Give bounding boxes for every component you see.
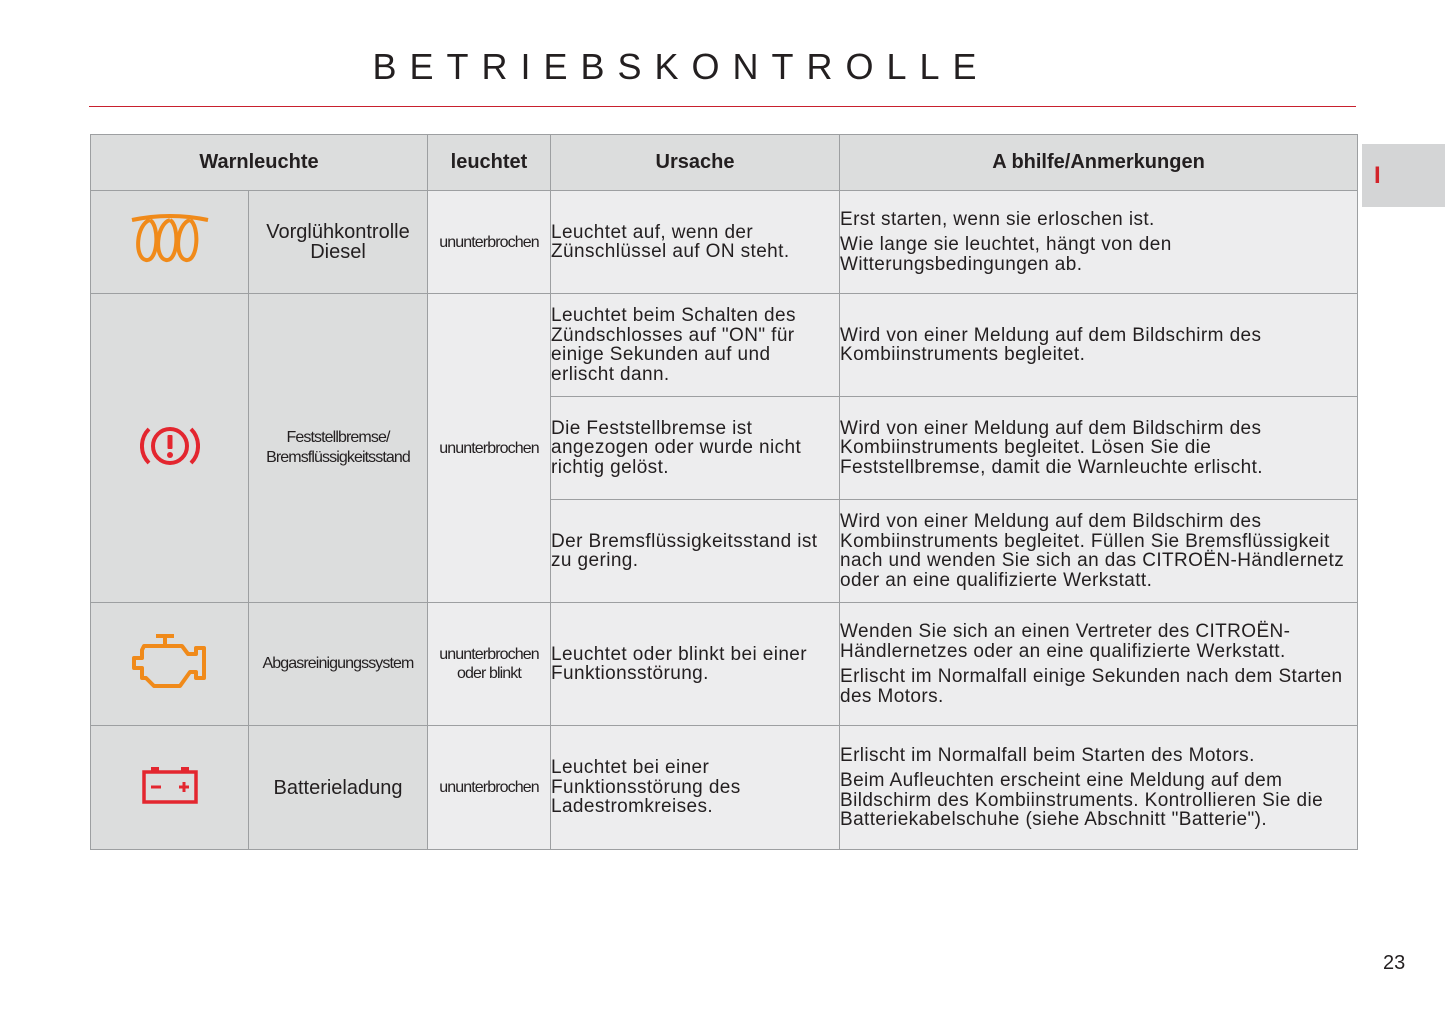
cause-text: Leuchtet oder blinkt bei einer Funktionsstörung.: [551, 603, 840, 726]
help-text: [840, 603, 1358, 726]
help-text: Wird von einer Meldung auf dem Bildschirm des Kombiinstruments begleitet. Füllen Sie Bremsflüssigkeit nach und wenden Sie sich an das CITROËN-Händlernetz oder an eine qualifizierte Werkstatt.: [840, 500, 1358, 603]
header-abhilfe: A bhilfe/Anmerkungen: [840, 135, 1358, 191]
lit-status: ununterbrochen: [428, 294, 551, 603]
cause-text: Leuchtet bei einer Funktionsstörung des Ladestromkreises.: [551, 726, 840, 850]
help-text: Wird von einer Meldung auf dem Bildschirm des Kombiinstruments begleitet.: [840, 294, 1358, 397]
warning-name: Batterieladung: [249, 726, 428, 850]
help-text: [840, 191, 1358, 294]
warning-name: Feststellbremse/ Bremsflüssigkeitsstand: [249, 294, 428, 603]
icon-cell: [91, 294, 249, 603]
help-paragraph: Erlischt im Normalfall beim Starten des Motors.: [840, 744, 1255, 766]
header-ursache: Ursache: [551, 135, 840, 191]
glow-plug-icon: [128, 214, 212, 266]
header-leuchtet: leuchtet: [428, 135, 551, 191]
help-paragraph: Beim Aufleuchten erscheint eine Meldung auf dem Bildschirm des Kombiinstruments. Kontrollieren Sie die Batteriekabelschuhe (siehe Abschnitt "Batterie").: [840, 770, 1324, 830]
help-paragraph: Wenden Sie sich an einen Vertreter des CITROËN-Händlernetzes oder an eine qualifizierte Werkstatt.: [840, 621, 1291, 662]
header-warnleuchte: Warnleuchte: [91, 135, 428, 191]
help-paragraph: Wie lange sie leuchtet, hängt von den Witterungsbedingungen ab.: [840, 234, 1172, 275]
engine-check-icon: [130, 632, 210, 692]
cause-text: Leuchtet beim Schalten des Zündschlosses auf "ON" für einige Sekunden auf und erlischt dann.: [551, 294, 840, 397]
section-tab[interactable]: [1362, 144, 1445, 207]
lit-status: ununterbrochen: [428, 191, 551, 294]
help-text: Wird von einer Meldung auf dem Bildschirm des Kombiinstruments begleitet. Lösen Sie die Feststellbremse, damit die Warnleuchte erlischt.: [840, 397, 1358, 500]
section-tab-label: I: [1374, 162, 1381, 189]
battery-icon: [141, 765, 199, 805]
icon-cell: [91, 603, 249, 726]
table-row: [91, 191, 1358, 294]
icon-cell: [91, 191, 249, 294]
cause-text: Leuchtet auf, wenn der Zünschlüssel auf ON steht.: [551, 191, 840, 294]
help-text: [840, 726, 1358, 850]
lit-status: ununterbrochen: [428, 726, 551, 850]
icon-cell: [91, 726, 249, 850]
warning-lights-table: [90, 134, 1358, 850]
help-paragraph: Erst starten, wenn sie erloschen ist.: [840, 208, 1155, 230]
table-row: [91, 603, 1358, 726]
lit-status: ununterbrochen oder blinkt: [428, 603, 551, 726]
cause-text: Die Feststellbremse ist angezogen oder wurde nicht richtig gelöst.: [551, 397, 840, 500]
page-number: 23: [1383, 952, 1406, 974]
warning-name: Abgasreinigungssystem: [249, 603, 428, 726]
title-divider: [89, 106, 1356, 107]
parking-brake-icon: [140, 421, 200, 471]
table-row: [91, 726, 1358, 850]
table-row: [91, 294, 1358, 397]
table-header-row: [91, 135, 1358, 191]
cause-text: Der Bremsflüssigkeitsstand ist zu gering.: [551, 500, 840, 603]
page-title: BETRIEBSKONTROLLE: [372, 46, 990, 87]
help-paragraph: Erlischt im Normalfall einige Sekunden nach dem Starten des Motors.: [840, 666, 1343, 707]
warning-name: Vorglühkontrolle Diesel: [249, 191, 428, 294]
